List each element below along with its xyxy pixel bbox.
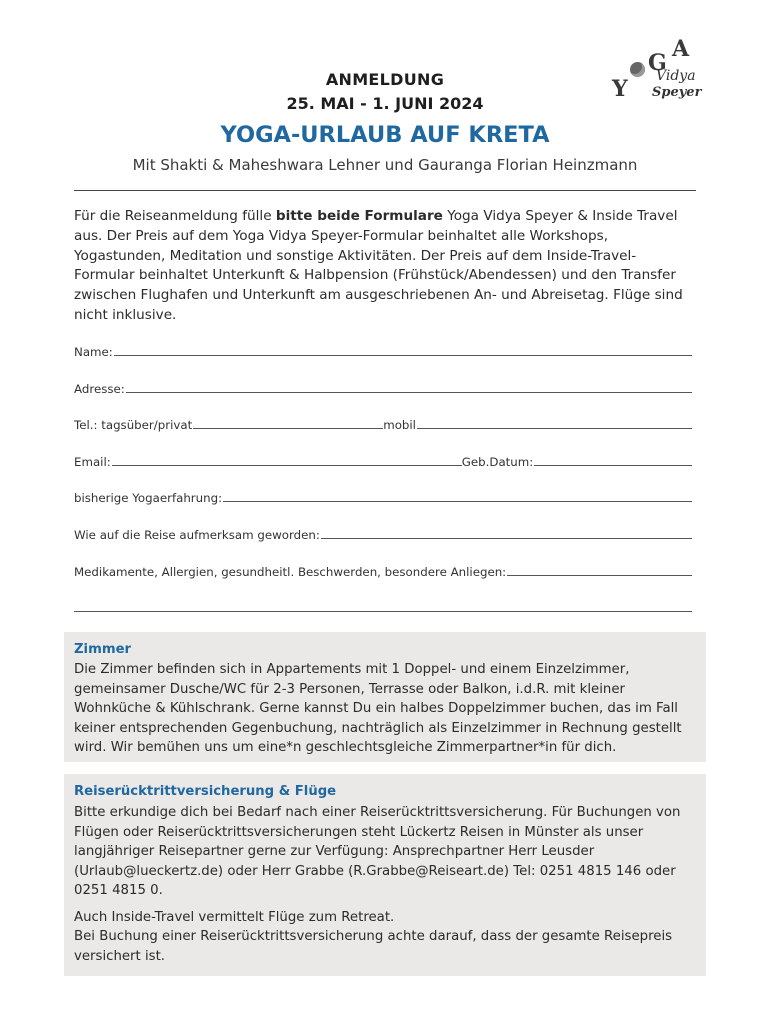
- medical-field[interactable]: [74, 564, 692, 579]
- email-blank[interactable]: [112, 454, 462, 466]
- email-label: Email:: [74, 455, 111, 469]
- intro-text-start: Für die Reiseanmeldung fülle: [74, 208, 276, 224]
- logo-letter-y: Y: [612, 76, 628, 102]
- tel-mobile-blank[interactable]: [417, 417, 692, 429]
- insurance-note-text: Bei Buchung einer Reiserücktrittsversicherung achte darauf, dass der gesamte Reisepreis versichert ist.: [74, 929, 673, 964]
- intro-text-bold: bitte beide Formulare: [275, 208, 443, 224]
- medical-blank[interactable]: [507, 564, 692, 576]
- medical-extra-blank[interactable]: [74, 600, 692, 612]
- birthdate-label: Geb.Datum:: [461, 455, 534, 469]
- intro-text-end: Yoga Vidya Speyer & Inside Travel aus. Der Preis auf dem Yoga Vidya Speyer-Formular beinhaltet alle Workshops, Yogastunden, Meditation und sonstige Aktivitäten. Der Preis auf dem Inside-Travel-Formular beinhaltet Unterkunft & Halbpension (Frühstück/Abendessen) und den Transfer zwischen Flughafen und Unterkunft am ausgeschriebenen An- und Abreisetag. Flüge sind nicht inklusive.: [74, 208, 683, 323]
- experience-blank[interactable]: [223, 490, 692, 502]
- medical-extra-field[interactable]: [74, 600, 692, 612]
- intro-paragraph: [74, 207, 696, 326]
- event-dates: 25. MAI - 1. JUNI 2024: [286, 94, 484, 113]
- address-blank[interactable]: [126, 381, 692, 393]
- referral-blank[interactable]: [321, 527, 692, 539]
- address-field[interactable]: [74, 381, 692, 396]
- insidetravel-flights-text: Auch Inside-Travel vermittelt Flüge zum Retreat.: [74, 910, 395, 925]
- insurance-section: [64, 774, 706, 976]
- logo-letter-a: A: [672, 36, 690, 62]
- email-field[interactable]: [74, 454, 692, 469]
- name-blank[interactable]: [114, 344, 692, 356]
- experience-field[interactable]: [74, 490, 692, 505]
- logo-vidya: Vidya: [656, 68, 696, 84]
- name-field[interactable]: [74, 344, 692, 359]
- rooms-text: Die Zimmer befinden sich in Appartements mit 1 Doppel- und einem Einzelzimmer, gemeinsamer Dusche/WC für 2-3 Personen, Terrasse oder Balkon, i.d.R. mit kleiner Wohnküche & Kühlschrank. Gerne kannst Du ein halbes Doppelzimmer buchen, das im Fall keiner entsprechenden Gegenbuchung, nachträglich als Einzelzimmer in Rechnung gestellt wird. Wir bemühen uns um eine*n geschlechtsgleiche Zimmerpartner*in für dich.: [74, 662, 682, 755]
- birthdate-blank[interactable]: [534, 454, 692, 466]
- experience-label: bisherige Yogaerfahrung:: [74, 491, 223, 505]
- medical-label: Medikamente, Allergien, gesundheitl. Beschwerden, besondere Anliegen:: [74, 565, 507, 579]
- tel-day-label: Tel.: tagsüber/privat: [74, 418, 193, 432]
- insurance-heading: Reiserücktrittversicherung & Flüge: [74, 784, 337, 799]
- logo-letter-g: G: [648, 50, 667, 76]
- tel-mobile-label: mobil: [383, 418, 416, 432]
- tel-day-blank[interactable]: [193, 417, 383, 429]
- page-subtitle: Mit Shakti & Maheshwara Lehner und Gauranga Florian Heinzmann: [132, 156, 638, 174]
- address-label: Adresse:: [74, 382, 125, 396]
- rooms-heading: Zimmer: [74, 642, 132, 657]
- referral-label: Wie auf die Reise aufmerksam geworden:: [74, 528, 320, 542]
- insurance-text: Bitte erkundige dich bei Bedarf nach einer Reiserücktrittsversicherung. Für Buchungen von Flügen oder Reiserücktrittsversicherungen steht Lückertz Reisen in Münster als unser langjähriger Reisepartner gerne zur Verfügung: Ansprechpartner Herr Leusder (Urlaub@lueckertz.de) oder Herr Grabbe (R.Grabbe@Reiseart.de) Tel: 0251 4815 146 oder 0251 4815 0.: [74, 805, 681, 898]
- logo-speyer: Speyer: [652, 85, 702, 100]
- referral-field[interactable]: [74, 527, 692, 542]
- phone-field[interactable]: [74, 417, 692, 432]
- rooms-section: [64, 632, 706, 762]
- name-label: Name:: [74, 345, 113, 359]
- header-divider: [74, 190, 696, 191]
- page-title: YOGA-URLAUB AUF KRETA: [220, 122, 550, 148]
- document-heading: ANMELDUNG: [325, 70, 445, 89]
